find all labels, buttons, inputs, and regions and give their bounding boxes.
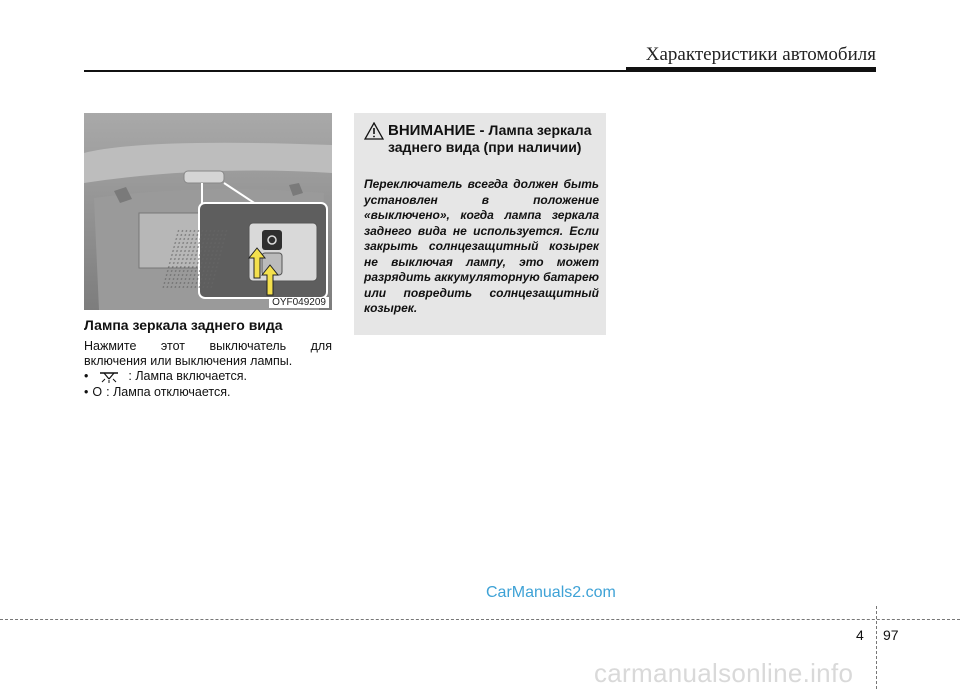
warning-heading (388, 122, 600, 156)
warning-text: Переключатель всегда должен быть установлен в положение «выключено», когда лампа зеркала заднего вида не используется. Если закрыть солнцезащитный козырек не выключая лампу, это может разрядить аккумуляторную батарею или повредить солнцезащитный козырек. (364, 177, 599, 315)
footer-vertical-divider (876, 606, 877, 689)
watermark: CarManuals2.com (486, 584, 616, 601)
photo-illustration (84, 113, 332, 310)
lamp-on-icon (96, 370, 122, 384)
header-title: Характеристики автомобиля (645, 44, 876, 65)
section-title: Лампа зеркала заднего вида (84, 317, 283, 333)
footer-divider (0, 619, 960, 620)
chapter-number: 4 (856, 627, 864, 643)
header-rule-accent (626, 67, 876, 72)
bullet-marker: • (84, 369, 89, 383)
photo-caption: OYF049209 (269, 297, 329, 308)
site-footer: carmanualsonline.info (594, 658, 854, 688)
warning-triangle-icon (364, 122, 384, 140)
warning-box (354, 113, 606, 335)
bullet-text: : Лампа включается. (128, 369, 248, 383)
warning-heading-rest: Лампа зеркала заднего вида (при наличии) (388, 122, 592, 155)
lamp-off-symbol: O (92, 385, 103, 399)
bullet-lamp-on (84, 369, 247, 384)
bullet-text: : Лампа отключается. (106, 385, 231, 399)
section-body: Нажмите этот выключатель для включения или выключения лампы. (84, 339, 332, 368)
bullet-lamp-off (84, 385, 231, 400)
page-number: 97 (883, 627, 899, 643)
warning-heading-main: ВНИМАНИЕ - (388, 122, 485, 139)
bullet-marker: • (84, 385, 89, 399)
vanity-mirror-photo (84, 113, 332, 310)
